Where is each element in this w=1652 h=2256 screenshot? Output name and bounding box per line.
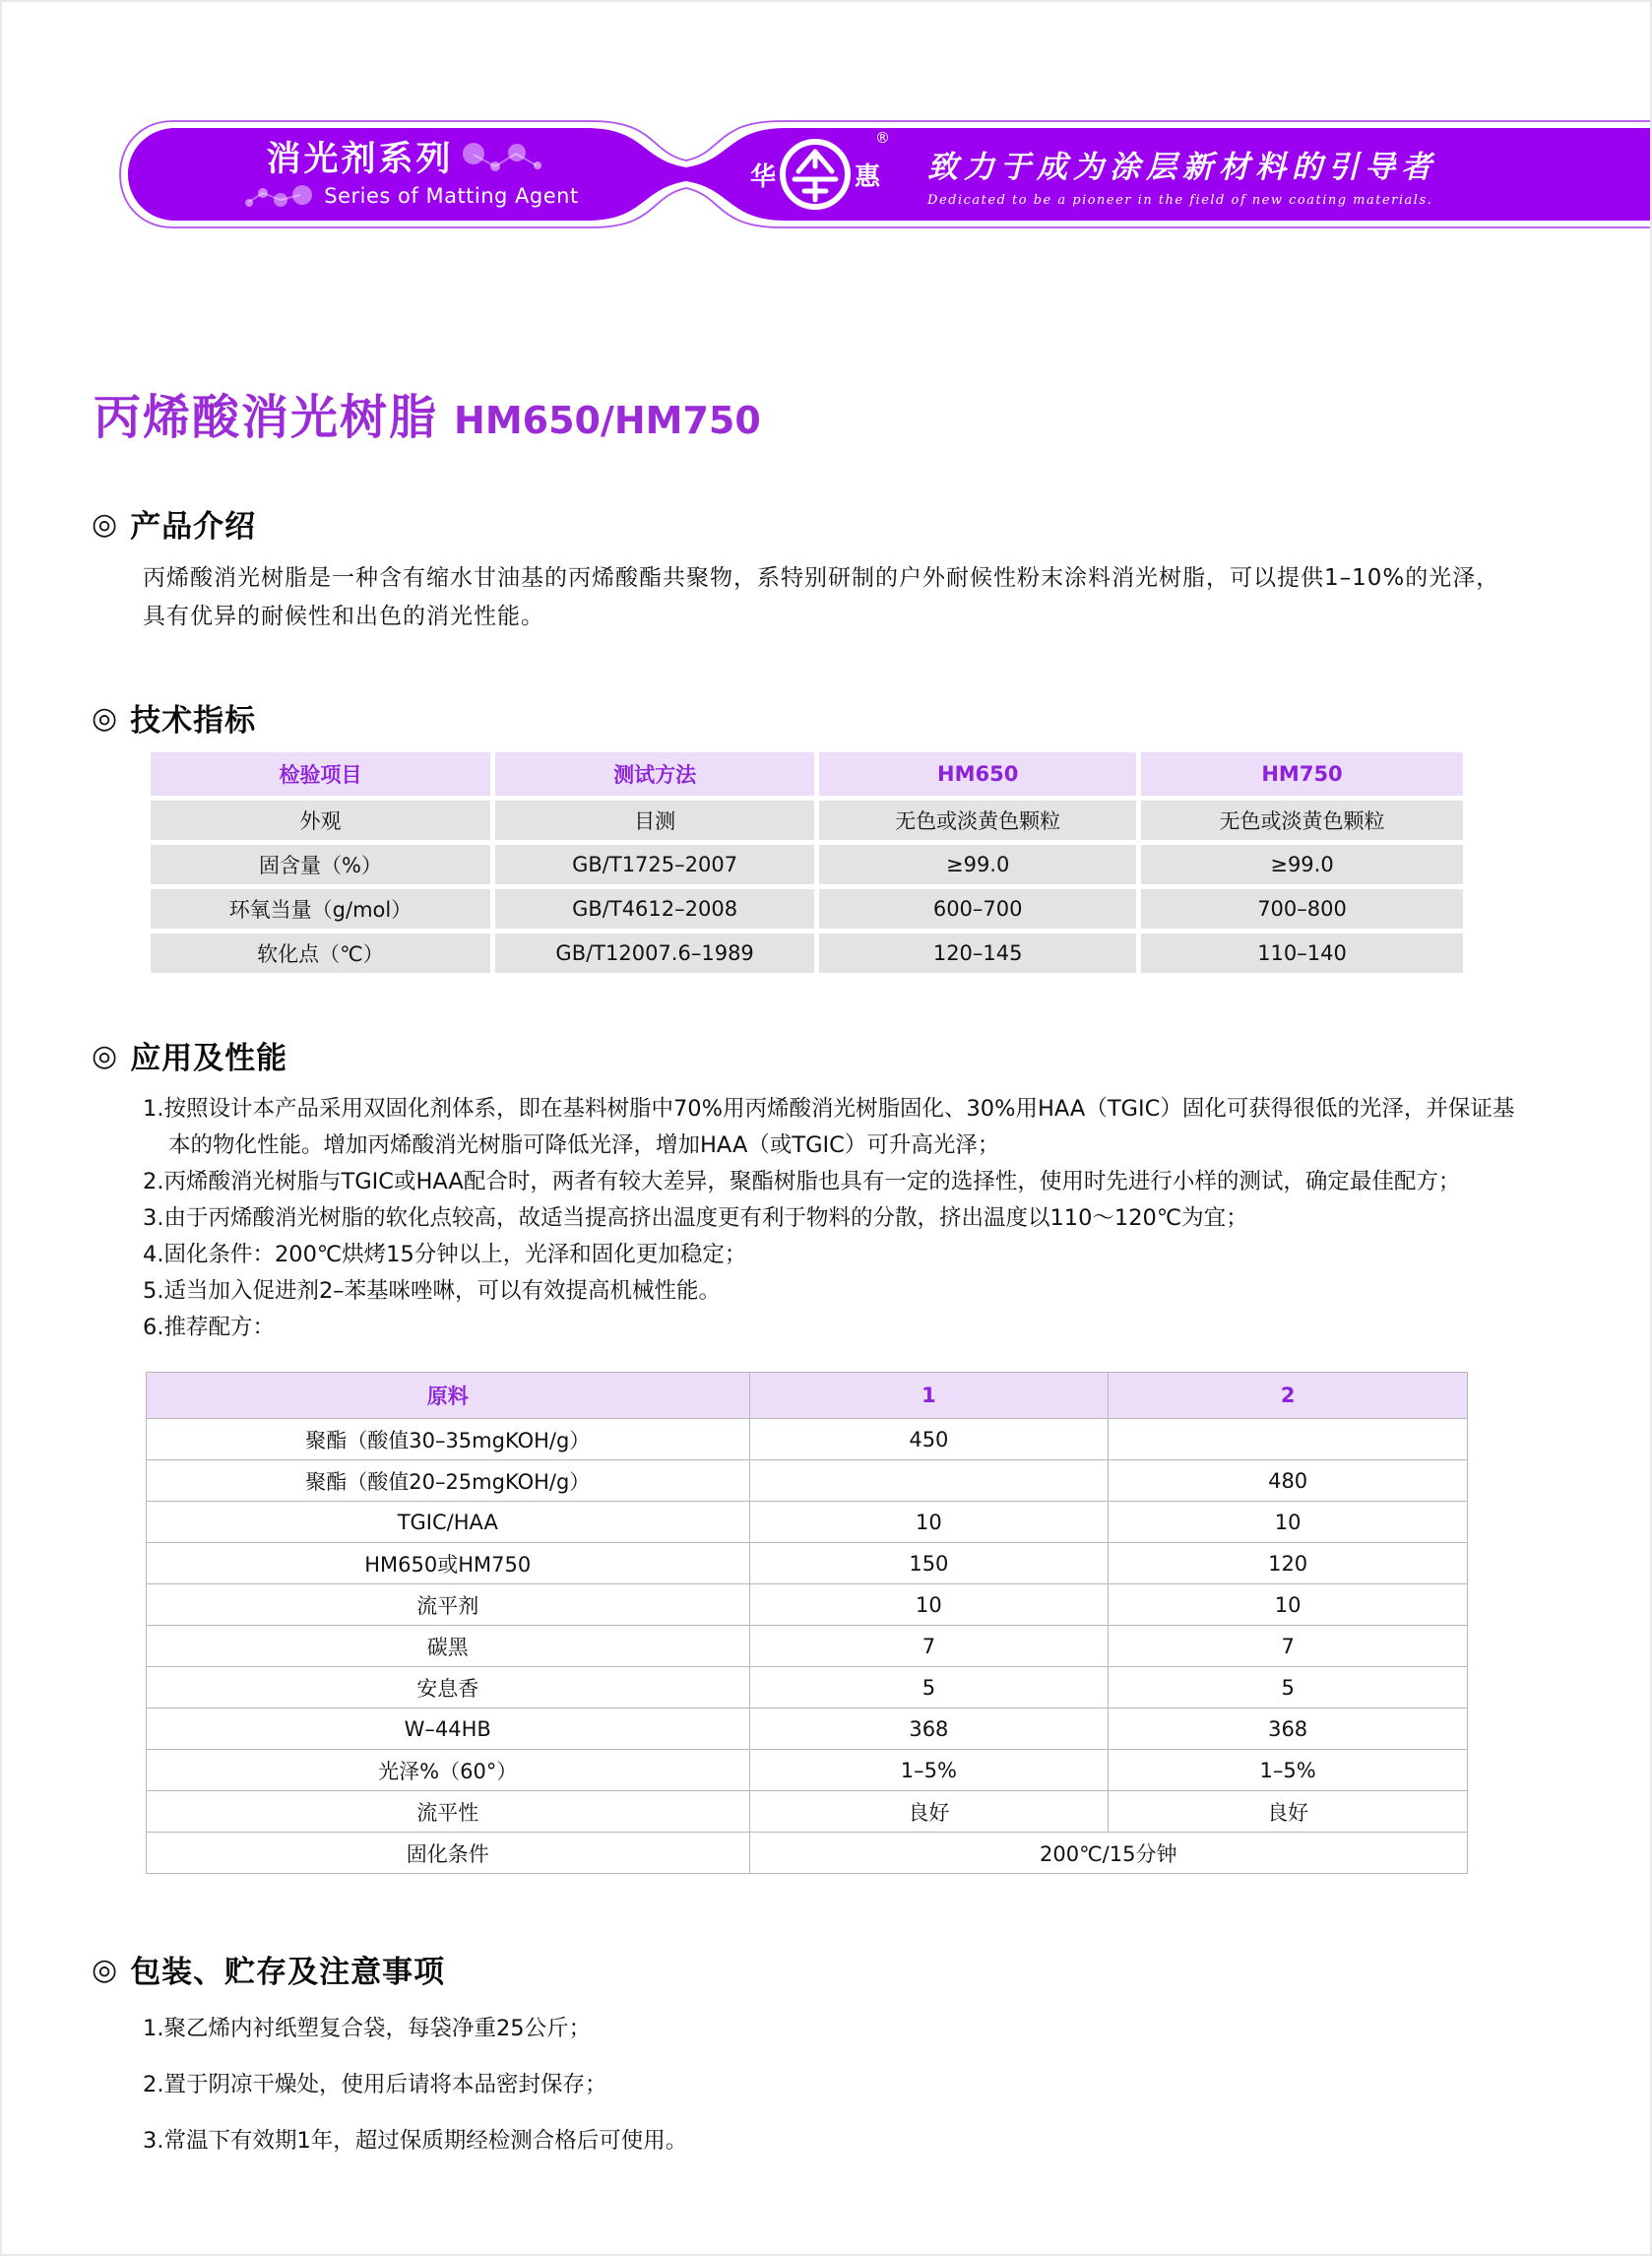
table-cell: GB/T1725–2007	[495, 845, 814, 884]
table-cell: 良好	[1109, 1791, 1468, 1833]
column-header: 1	[749, 1373, 1109, 1419]
table-cell: 固化条件	[147, 1833, 750, 1874]
table-cell: 1–5%	[749, 1750, 1109, 1791]
table-row	[147, 1584, 1468, 1626]
table-cell: GB/T4612–2008	[495, 889, 814, 929]
table-cell: 120–145	[819, 934, 1136, 973]
packaging-list	[143, 2013, 1524, 2158]
table-cell: 聚酯（酸值20–25mgKOH/g）	[147, 1460, 750, 1502]
table-cell: 软化点（℃）	[151, 934, 490, 973]
table-cell: 480	[1109, 1460, 1468, 1502]
table-cell: HM650或HM750	[147, 1543, 750, 1584]
table-cell: 无色或淡黄色颗粒	[1141, 801, 1463, 840]
list-item: 4.固化条件：200℃烘烤15分钟以上，光泽和固化更加稳定；	[143, 1242, 747, 1267]
table-row	[147, 1750, 1468, 1791]
application-list	[143, 1091, 1526, 1346]
registered-mark-icon: ®	[875, 129, 891, 147]
column-header: HM750	[1141, 752, 1463, 796]
section-bullet-icon: ◎	[92, 506, 118, 542]
section-bullet-icon: ◎	[92, 700, 118, 736]
table-cell: GB/T12007.6–1989	[495, 934, 814, 973]
table-row	[147, 1791, 1468, 1833]
table-cell: 无色或淡黄色颗粒	[819, 801, 1136, 840]
table-row	[151, 934, 1463, 973]
table-cell: 1–5%	[1109, 1750, 1468, 1791]
table-header-row	[147, 1373, 1468, 1419]
table-row	[151, 889, 1463, 929]
series-subtitle: Series of Matting Agent	[324, 184, 579, 208]
table-row	[147, 1543, 1468, 1584]
section-title: 包装、贮存及注意事项	[130, 1955, 446, 1990]
section-title: 产品介绍	[130, 509, 257, 545]
specs-table	[146, 747, 1468, 978]
table-cell: 流平性	[147, 1791, 750, 1833]
table-cell: 碳黑	[147, 1626, 750, 1667]
list-item: 2.丙烯酸消光树脂与TGIC或HAA配合时，两者有较大差异，聚酯树脂也具有一定的选择性，使用时先进行小样的测试，确定最佳配方；	[143, 1169, 1461, 1194]
column-header: 原料	[147, 1373, 750, 1419]
intro-paragraph: 丙烯酸消光树脂是一种含有缩水甘油基的丙烯酸酯共聚物，系特别研制的户外耐候性粉末涂料消光树脂，可以提供1–10%的光泽，具有优异的耐候性和出色的消光性能。	[143, 565, 1500, 629]
table-cell: 368	[749, 1708, 1109, 1750]
table-cell: W–44HB	[147, 1708, 750, 1750]
section-bullet-icon: ◎	[92, 1952, 118, 1987]
product-name: 丙烯酸消光树脂	[94, 390, 439, 445]
list-item: 1.聚乙烯内衬纸塑复合袋，每袋净重25公斤；	[143, 2016, 592, 2041]
page-title	[94, 379, 1652, 447]
table-cell: ≥99.0	[819, 845, 1136, 884]
brand-slogan-en: Dedicated to be a pioneer in the field of new coating materials.	[927, 192, 1433, 208]
table-cell	[749, 1460, 1109, 1502]
section-title: 应用及性能	[130, 1041, 288, 1076]
table-cell: 200℃/15分钟	[749, 1833, 1467, 1874]
list-item: 2.置于阴凉干燥处，使用后请将本品密封保存；	[143, 2072, 607, 2097]
section-title: 技术指标	[130, 703, 257, 739]
table-cell: 流平剂	[147, 1584, 750, 1626]
table-cell: 固含量（%）	[151, 845, 490, 884]
table-cell: 外观	[151, 801, 490, 840]
table-row	[151, 845, 1463, 884]
product-model: HM650/HM750	[454, 399, 761, 442]
table-cell: 10	[1109, 1502, 1468, 1543]
table-cell: 150	[749, 1543, 1109, 1584]
table-cell: 10	[749, 1502, 1109, 1543]
list-item: 6.推荐配方：	[143, 1315, 275, 1340]
table-cell: 110–140	[1141, 934, 1463, 973]
table-cell: 10	[749, 1584, 1109, 1626]
formula-table	[146, 1372, 1468, 1874]
list-item: 1.按照设计本产品采用双固化剂体系，即在基料树脂中70%用丙烯酸消光树脂固化、30%用HAA（TGIC）固化可获得很低的光泽，并保证基本的物化性能。增加丙烯酸消光树脂可降低光泽，增加HAA（或TGIC）可升高光泽；	[143, 1096, 1515, 1158]
brand-slogan-cn: 致力于成为涂层新材料的引导者	[927, 149, 1438, 185]
section-heading-application	[92, 1033, 1652, 1077]
table-row	[147, 1460, 1468, 1502]
table-cell	[1109, 1419, 1468, 1460]
table-cell: 450	[749, 1419, 1109, 1460]
table-cell: 7	[749, 1626, 1109, 1667]
table-cell: ≥99.0	[1141, 845, 1463, 884]
table-cell: 120	[1109, 1543, 1468, 1584]
table-cell: 600–700	[819, 889, 1136, 929]
column-header: 测试方法	[495, 752, 814, 796]
table-footer-row	[147, 1833, 1468, 1874]
table-cell: TGIC/HAA	[147, 1502, 750, 1543]
table-cell: 368	[1109, 1708, 1468, 1750]
table-row	[147, 1502, 1468, 1543]
section-heading-specs	[92, 695, 1652, 740]
table-cell: 7	[1109, 1626, 1468, 1667]
table-cell: 光泽%（60°）	[147, 1750, 750, 1791]
table-cell: 5	[1109, 1667, 1468, 1708]
column-header: 检验项目	[151, 752, 490, 796]
list-item: 3.常温下有效期1年，超过保质期经检测合格后可使用。	[143, 2128, 688, 2154]
section-heading-packaging	[92, 1947, 1652, 1991]
table-cell: 安息香	[147, 1667, 750, 1708]
table-header-row	[151, 752, 1463, 796]
table-cell: 10	[1109, 1584, 1468, 1626]
table-row	[151, 801, 1463, 840]
table-row	[147, 1626, 1468, 1667]
table-row	[147, 1708, 1468, 1750]
list-item: 3.由于丙烯酸消光树脂的软化点较高，故适当提高挤出温度更有利于物料的分散，挤出温度以110～120℃为宜；	[143, 1205, 1248, 1231]
table-cell: 700–800	[1141, 889, 1463, 929]
logo-right-char: 惠	[855, 161, 881, 192]
table-cell: 环氧当量（g/mol）	[151, 889, 490, 929]
series-title: 消光剂系列	[266, 139, 454, 179]
column-header: HM650	[819, 752, 1136, 796]
section-heading-intro	[92, 501, 1652, 546]
column-header: 2	[1109, 1373, 1468, 1419]
table-cell: 良好	[749, 1791, 1109, 1833]
list-item: 5.适当加入促进剂2–苯基咪唑啉，可以有效提高机械性能。	[143, 1278, 722, 1304]
section-bullet-icon: ◎	[92, 1038, 118, 1073]
table-cell: 目测	[495, 801, 814, 840]
table-cell: 聚酯（酸值30–35mgKOH/g）	[147, 1419, 750, 1460]
table-row	[147, 1667, 1468, 1708]
logo-left-char: 华	[750, 161, 777, 192]
table-row	[147, 1419, 1468, 1460]
table-cell: 5	[749, 1667, 1109, 1708]
